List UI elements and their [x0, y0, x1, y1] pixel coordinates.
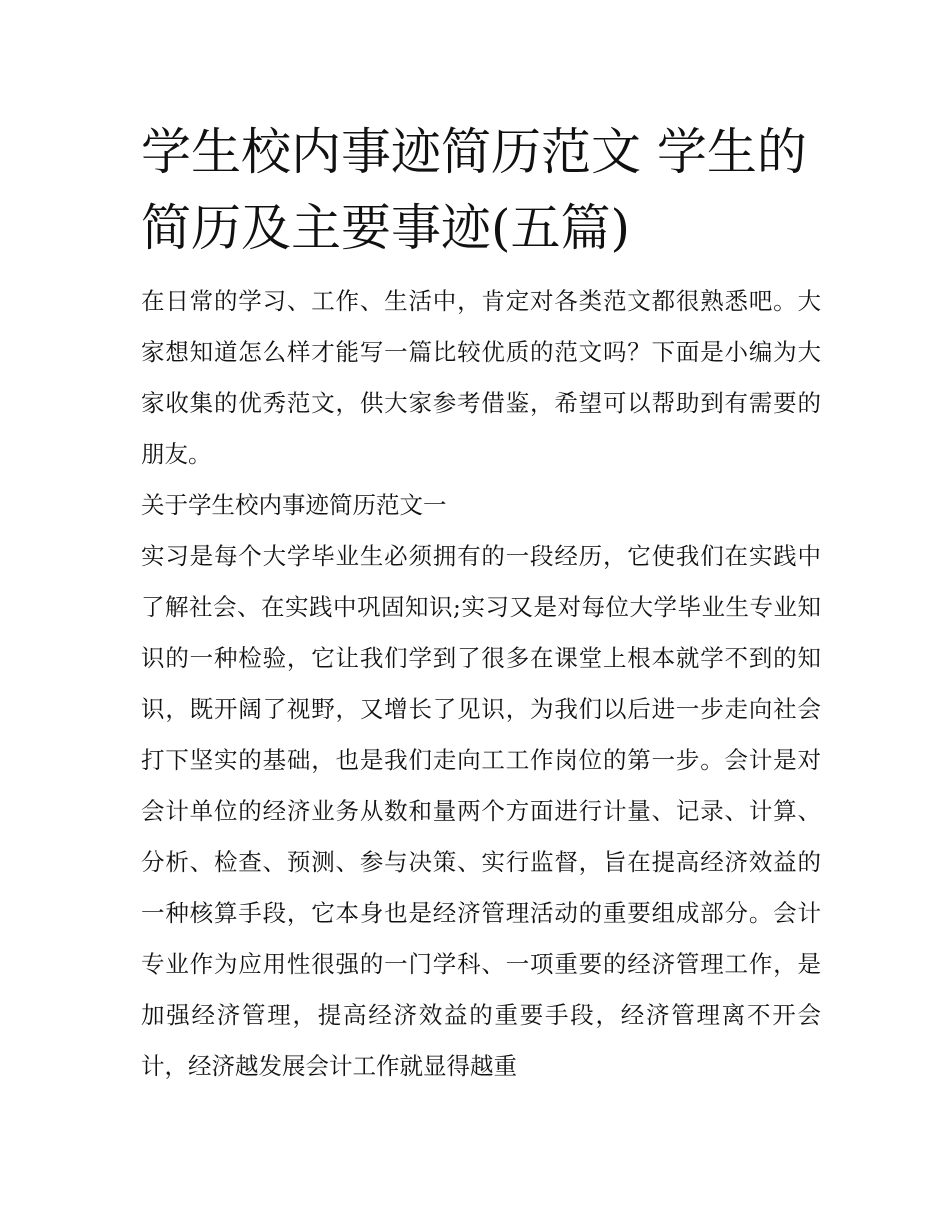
- document-body: [141, 276, 821, 1092]
- section-heading: 关于学生校内事迹简历范文一: [141, 491, 447, 519]
- document-title: 学生校内事迹简历范文 学生的简历及主要事迹(五篇): [141, 123, 807, 257]
- body-paragraph: 实习是每个大学毕业生必须拥有的一段经历，它使我们在实践中了解社会、在实践中巩固知识;实习又是对每位大学毕业生专业知识的一种检验，它让我们学到了很多在课堂上根本就学不到的知识，既开阔了视野，又增长了见识，为我们以后进一步走向社会打下坚实的基础，也是我们走向工工作岗位的第一步。会计是对会计单位的经济业务从数和量两个方面进行计量、记录、计算、分析、检查、预测、参与决策、实行监督，旨在提高经济效益的一种核算手段，它本身也是经济管理活动的重要组成部分。会计专业作为应用性很强的一门学科、一项重要的经济管理工作，是加强经济管理，提高经济效益的重要手段，经济管理离不开会计，经济越发展会计工作就显得越重: [141, 542, 821, 1080]
- intro-paragraph: 在日常的学习、工作、生活中，肯定对各类范文都很熟悉吧。大家想知道怎么样才能写一篇比较优质的范文吗？下面是小编为大家收集的优秀范文，供大家参考借鉴，希望可以帮助到有需要的朋友。: [141, 287, 821, 468]
